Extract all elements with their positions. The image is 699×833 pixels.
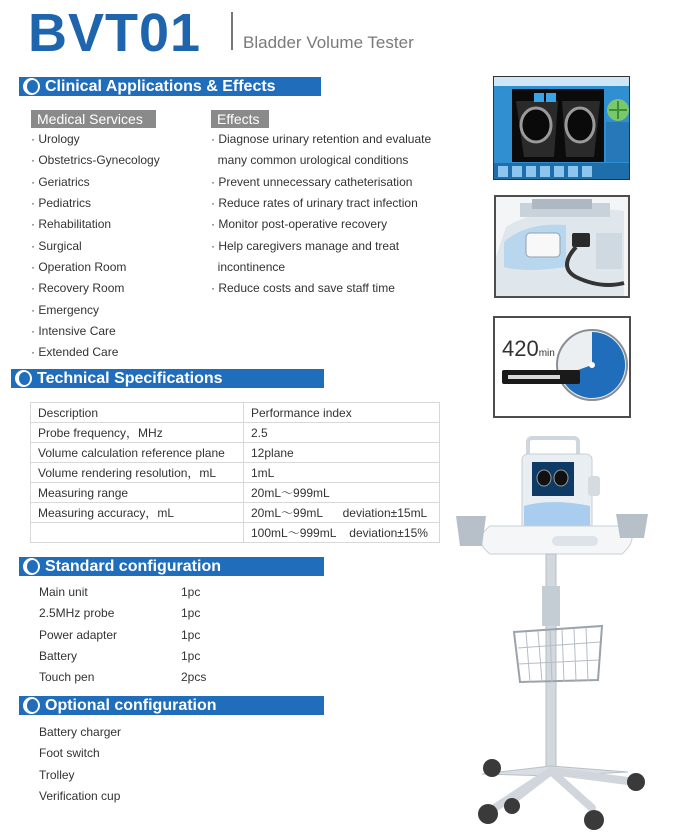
title-divider	[231, 12, 233, 50]
clinical-heading: Clinical Applications & Effects	[19, 77, 321, 96]
optional-item: Trolley	[39, 768, 75, 782]
ultrasound-screen-image	[493, 76, 630, 180]
services-heading: Medical Services	[31, 110, 156, 128]
config-item-name: Main unit	[39, 585, 88, 599]
table-row: Measuring range 20mL～999mL	[31, 483, 440, 503]
table-row: Probe frequency，MHz 2.5	[31, 423, 440, 443]
optional-heading: Optional configuration	[19, 696, 324, 715]
section-bullet-icon	[15, 370, 32, 387]
config-item-qty: 1pc	[181, 585, 201, 599]
table-row: Volume calculation reference plane 12plane	[31, 443, 440, 463]
ultrasound-screen-graphic	[494, 77, 630, 180]
service-item: · Recovery Room	[31, 281, 125, 295]
table-row: Description Performance index	[31, 403, 440, 423]
config-item-name: Battery	[39, 649, 78, 663]
effect-item: many common urological conditions	[211, 153, 409, 167]
section-bullet-icon	[23, 558, 40, 575]
battery-life-image	[493, 316, 631, 418]
section-bullet-icon	[23, 78, 40, 95]
config-item-name: Power adapter	[39, 628, 118, 642]
table-row: Measuring accuracy，mL 20mL～99mL deviation±15mL	[31, 503, 440, 523]
effect-item: incontinence	[211, 260, 286, 274]
config-item-qty: 1pc	[181, 606, 201, 620]
service-item: · Emergency	[31, 303, 100, 317]
service-item: · Operation Room	[31, 260, 127, 274]
service-item: · Extended Care	[31, 345, 119, 359]
effect-item: · Help caregivers manage and treat	[211, 239, 400, 253]
service-item: · Pediatrics	[31, 196, 92, 210]
service-item: · Urology	[31, 132, 80, 146]
effect-item: · Monitor post-operative recovery	[211, 217, 388, 231]
device-closeup-image	[494, 195, 630, 298]
config-item-qty: 2pcs	[181, 670, 207, 684]
battery-icon	[502, 370, 580, 384]
effect-item: · Prevent unnecessary catheterisation	[211, 175, 413, 189]
config-item-name: Touch pen	[39, 670, 95, 684]
effect-item: · Reduce rates of urinary tract infection	[211, 196, 418, 210]
table-row: 100mL～999mL deviation±15%	[31, 523, 440, 543]
config-item-name: 2.5MHz probe	[39, 606, 115, 620]
product-subtitle: Bladder Volume Tester	[243, 33, 414, 52]
effects-heading: Effects	[211, 110, 269, 128]
service-item: · Obstetrics-Gynecology	[31, 153, 160, 167]
battery-unit: min	[538, 348, 555, 359]
config-item-qty: 1pc	[181, 649, 201, 663]
device-closeup-graphic	[496, 197, 628, 296]
service-item: · Surgical	[31, 239, 82, 253]
standard-heading: Standard configuration	[19, 557, 324, 576]
product-title: BVT01	[28, 3, 202, 63]
effect-item: · Diagnose urinary retention and evaluate	[211, 132, 432, 146]
section-bullet-icon	[23, 697, 40, 714]
service-item: · Intensive Care	[31, 324, 116, 338]
spec-table	[30, 402, 440, 543]
table-row: Volume rendering resolution，mL 1mL	[31, 463, 440, 483]
clock-icon	[555, 328, 629, 402]
optional-item: Battery charger	[39, 725, 122, 739]
trolley-device-image	[452, 436, 664, 833]
service-item: · Geriatrics	[31, 175, 90, 189]
optional-item: Verification cup	[39, 789, 121, 803]
service-item: · Rehabilitation	[31, 217, 112, 231]
battery-value: 420	[502, 336, 539, 361]
config-item-qty: 1pc	[181, 628, 201, 642]
tech-heading: Technical Specifications	[11, 369, 324, 388]
optional-item: Foot switch	[39, 746, 100, 760]
effect-item: · Reduce costs and save staff time	[211, 281, 395, 295]
